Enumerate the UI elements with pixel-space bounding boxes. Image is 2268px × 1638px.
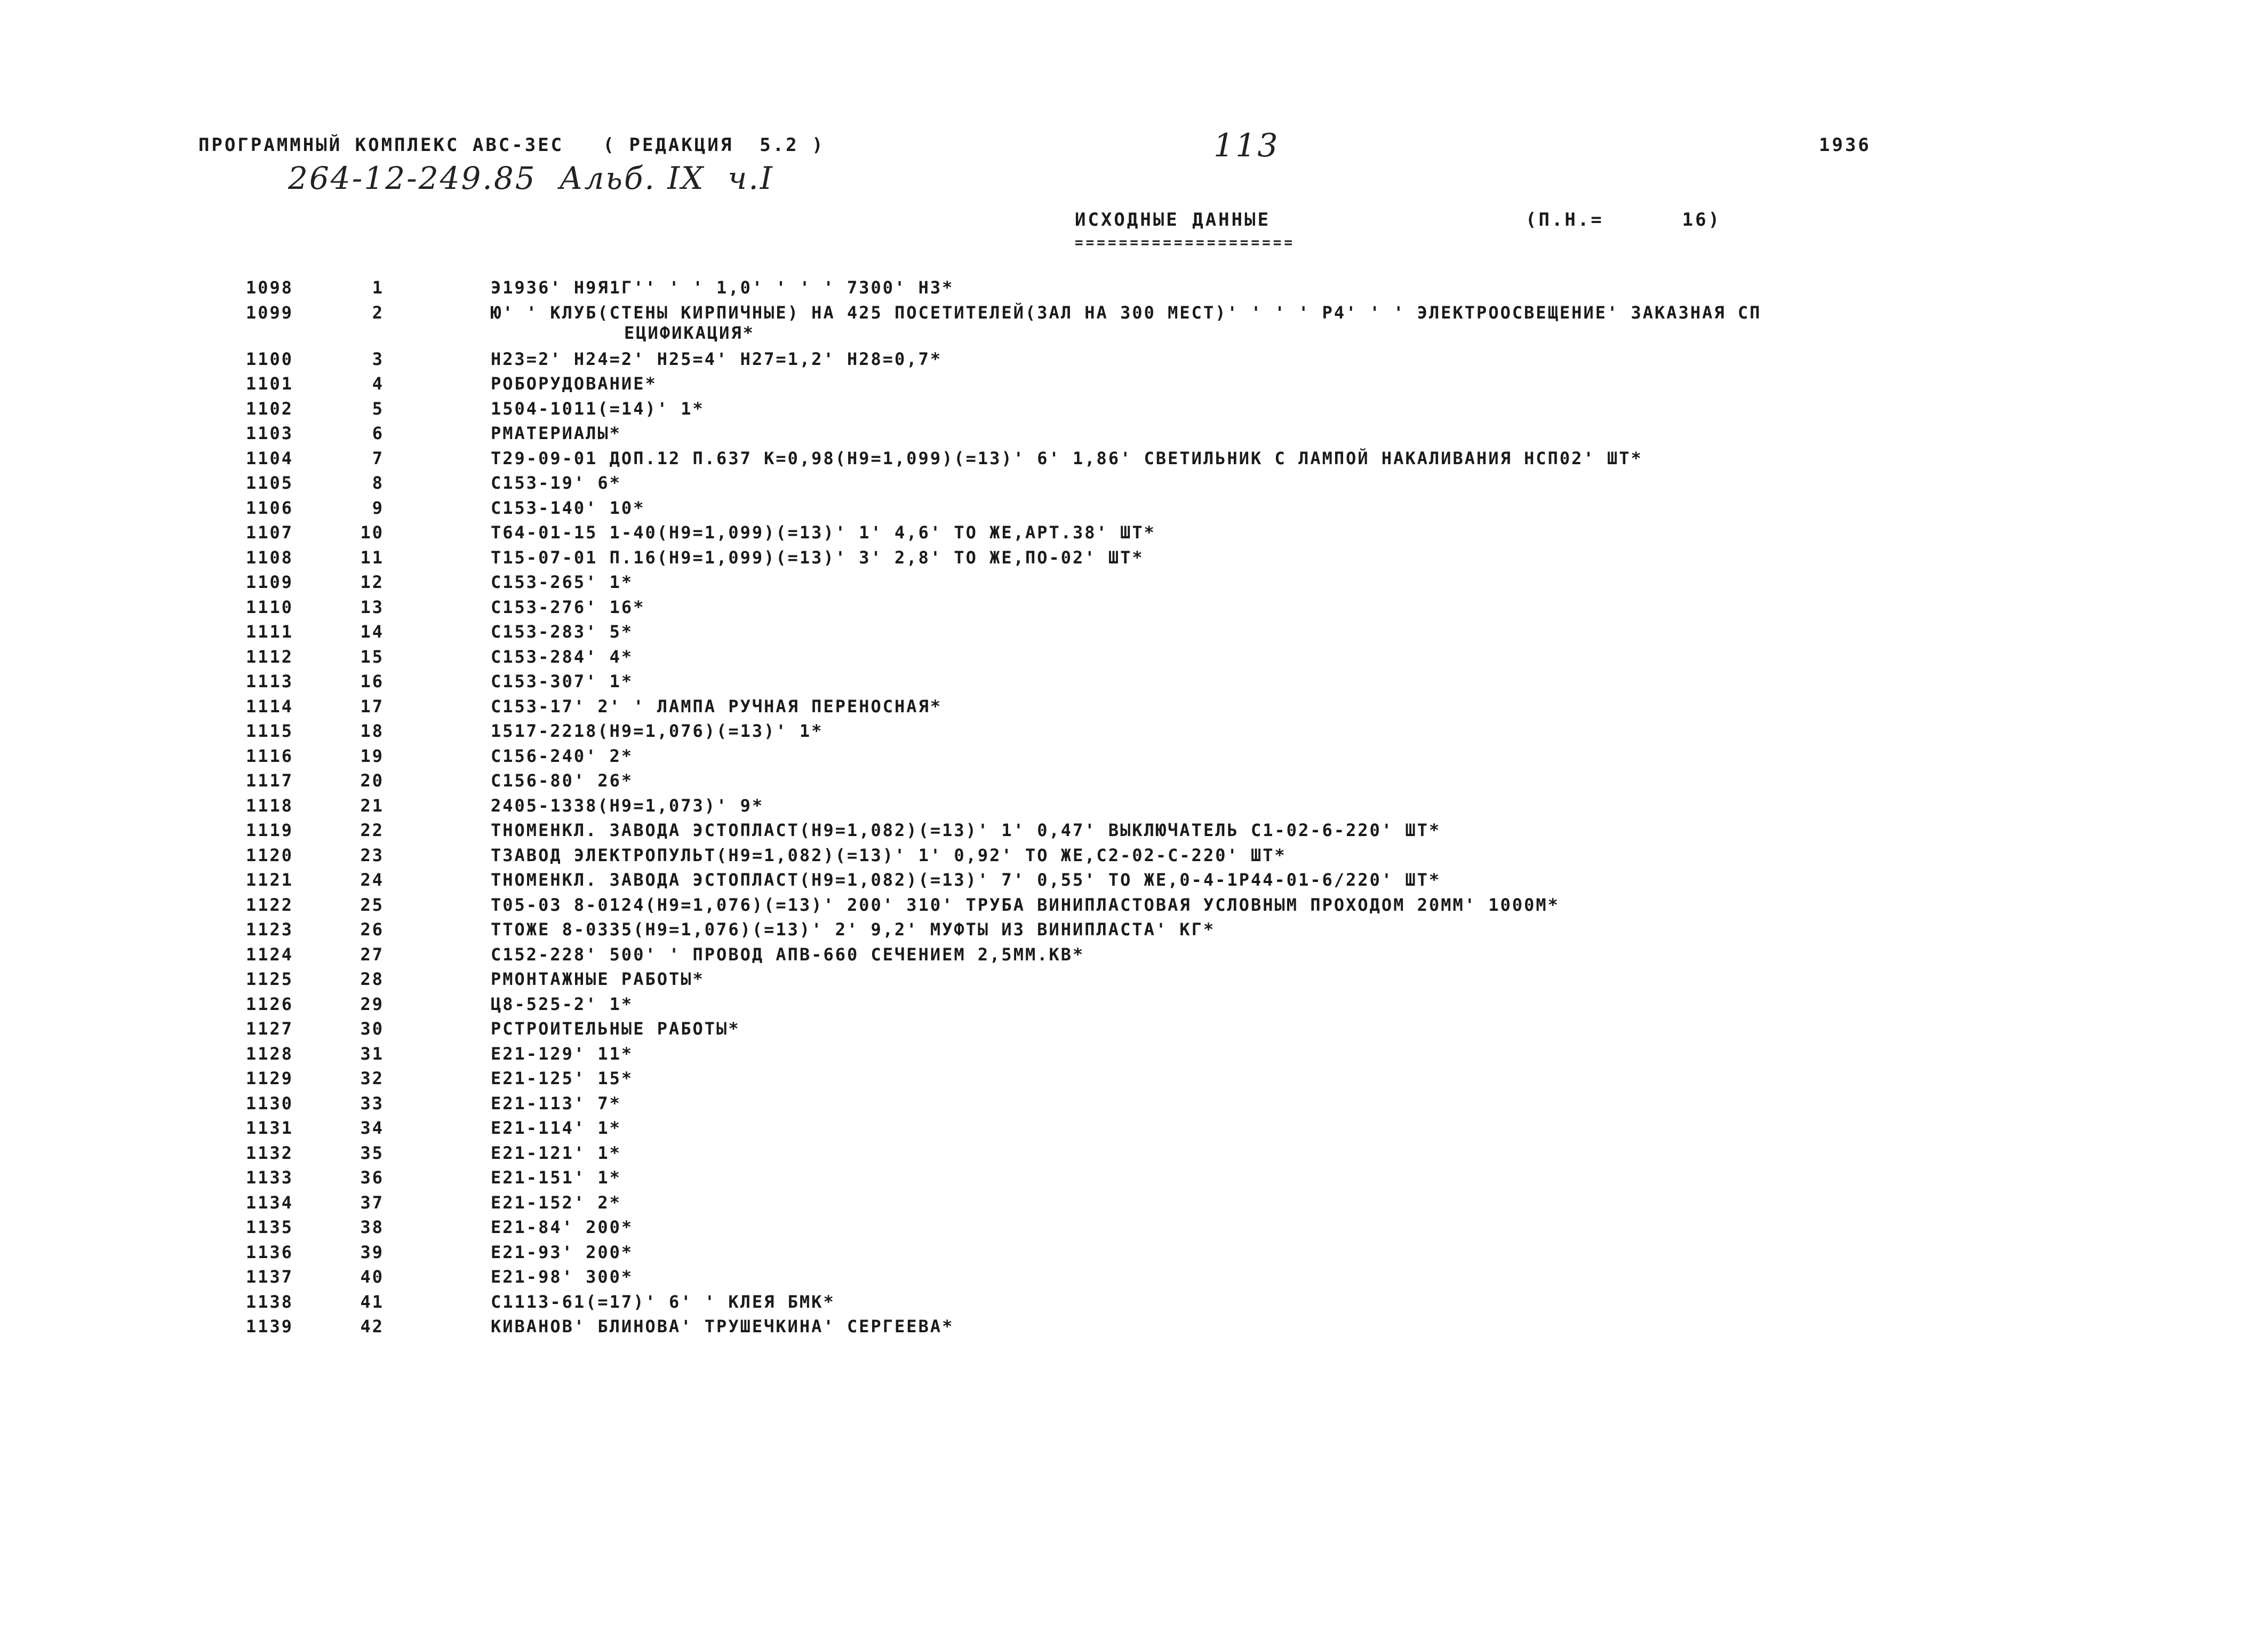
program-header: ПРОГРАММНЫЙ КОМПЛЕКС АВС-ЗЕС ( РЕДАКЦИЯ 5.2 ) [198,134,825,156]
row-line-number: 1105 [245,473,293,493]
document-code: 1936 [1819,134,1871,156]
row-line-number: 1113 [245,671,293,691]
row-line-number: 1126 [245,993,293,1014]
row-record-number: 41 [360,1291,384,1312]
listing-row [0,399,2268,423]
row-line-number: 1138 [245,1291,293,1312]
row-record-number: 8 [372,473,384,493]
listing-row [0,696,2268,721]
row-record-text: Е21-113' 7* [491,1093,621,1114]
listing-row [0,473,2268,497]
listing-row [0,1316,2268,1341]
listing-row [0,1217,2268,1242]
listing-row [0,919,2268,944]
listing-row [0,448,2268,473]
row-record-text: ТТОЖЕ 8-0335(Н9=1,076)(=13)' 2' 9,2' МУФТЫ ИЗ ВИНИПЛАСТА' КГ* [491,919,1216,940]
row-line-number: 1116 [245,745,293,766]
listing-row [0,1167,2268,1192]
row-line-number: 1123 [245,919,293,940]
row-record-number: 12 [360,572,384,592]
listing-row [0,303,2268,327]
row-record-number: 32 [360,1068,384,1088]
listing-row [0,1143,2268,1167]
row-record-text: С153-307' 1* [491,671,634,691]
row-record-number: 7 [372,448,384,468]
listing-row [0,423,2268,448]
row-record-text: С1113-61(=17)' 6' ' КЛЕЯ БМК* [491,1291,835,1312]
row-record-text: 1504-1011(=14)' 1* [491,398,705,419]
row-record-text: КИВАНОВ' БЛИНОВА' ТРУШЕЧКИНА' СЕРГЕЕВА* [491,1316,954,1337]
row-record-text: 1517-2218(Н9=1,076)(=13)' 1* [491,721,824,741]
listing-row [0,1093,2268,1118]
row-record-number: 28 [360,969,384,989]
row-line-number: 1128 [245,1043,293,1064]
row-line-number: 1136 [245,1242,293,1262]
listing-row [0,944,2268,969]
row-record-number: 17 [360,696,384,717]
row-record-number: 11 [360,547,384,568]
row-record-text: С153-140' 10* [491,497,645,518]
row-record-text: Т15-07-01 П.16(Н9=1,099)(=13)' 3' 2,8' ТО ЖЕ,ПО-02' ШТ* [491,547,1144,568]
row-record-text: Н23=2' Н24=2' Н25=4' Н27=1,2' Н28=0,7* [491,348,943,369]
row-line-number: 1103 [245,423,293,443]
row-line-number: 1133 [245,1167,293,1188]
row-line-number: 1120 [245,845,293,865]
row-record-number: 29 [360,993,384,1014]
row-line-number: 1131 [245,1118,293,1138]
row-record-number: 1 [372,277,384,298]
row-line-number: 1111 [245,622,293,642]
listing-row [0,796,2268,820]
row-line-number: 1139 [245,1316,293,1337]
row-record-number: 25 [360,894,384,915]
listing-row [0,746,2268,770]
listing-row [0,622,2268,646]
row-record-text: Е21-84' 200* [491,1217,634,1237]
row-record-text: Т29-09-01 ДОП.12 П.637 К=0,98(Н9=1,099)(=13)' 6' 1,86' СВЕТИЛЬНИК С ЛАМПОЙ НАКАЛИВАНИЯ НСП02' ШТ* [491,448,1643,468]
row-record-number: 34 [360,1118,384,1138]
row-record-text: С153-284' 4* [491,646,634,667]
row-record-number: 19 [360,745,384,766]
row-line-number: 1099 [245,302,293,323]
row-line-number: 1102 [245,398,293,419]
row-record-text: Ю' ' КЛУБ(СТЕНЫ КИРПИЧНЫЕ) НА 425 ПОСЕТИТЕЛЕЙ(ЗАЛ НА 300 МЕСТ)' ' ' ' Р4' ' ' ЭЛЕКТРООСВЕЩЕНИЕ' ЗАКАЗНАЯ СП [491,302,1762,323]
row-record-number: 39 [360,1242,384,1262]
listing-row [0,1267,2268,1291]
row-record-text: Т64-01-15 1-40(Н9=1,099)(=13)' 1' 4,6' ТО ЖЕ,АРТ.38' ШТ* [491,522,1156,543]
listing-row [0,572,2268,597]
section-title: ИСХОДНЫЕ ДАННЫЕ [1075,209,1271,230]
listing-row [0,277,2268,302]
row-record-number: 9 [372,497,384,518]
row-record-number: 31 [360,1043,384,1064]
row-record-number: 20 [360,770,384,791]
row-record-number: 2 [372,302,384,323]
listing-row [0,870,2268,894]
listing-row [0,845,2268,870]
row-line-number: 1104 [245,448,293,468]
row-record-text: РМАТЕРИАЛЫ* [491,423,621,443]
row-record-number: 3 [372,348,384,369]
row-line-number: 1110 [245,597,293,617]
row-record-number: 27 [360,944,384,965]
row-line-number: 1135 [245,1217,293,1237]
listing-row [0,1068,2268,1093]
row-line-number: 1130 [245,1093,293,1114]
row-record-number: 13 [360,597,384,617]
listing-row [0,349,2268,373]
listing-row [0,1044,2268,1068]
row-record-text: ТЗАВОД ЭЛЕКТРОПУЛЬТ(Н9=1,082)(=13)' 1' 0,92' ТО ЖЕ,С2-02-С-220' ШТ* [491,845,1287,865]
row-line-number: 1119 [245,820,293,840]
row-line-number: 1124 [245,944,293,965]
row-record-number: 33 [360,1093,384,1114]
row-record-continuation: ЕЦИФИКАЦИЯ* [624,323,755,343]
listing-row [0,1019,2268,1043]
row-record-text: Е21-129' 11* [491,1043,634,1064]
row-record-text: Е21-125' 15* [491,1068,634,1088]
row-record-number: 26 [360,919,384,940]
row-record-text: Е21-114' 1* [491,1118,621,1138]
row-record-number: 15 [360,646,384,667]
handwritten-reference: 264-12-249.85 Альб. IX ч.I [288,160,774,196]
row-record-number: 18 [360,721,384,741]
row-line-number: 1115 [245,721,293,741]
row-record-text: РСТРОИТЕЛЬНЫЕ РАБОТЫ* [491,1019,740,1039]
row-line-number: 1098 [245,277,293,298]
row-record-text: Е21-152' 2* [491,1192,621,1213]
row-line-number: 1106 [245,497,293,518]
listing-row [0,721,2268,745]
row-line-number: 1118 [245,795,293,816]
row-line-number: 1129 [245,1068,293,1088]
row-line-number: 1121 [245,870,293,890]
listing-row [0,770,2268,795]
row-line-number: 1114 [245,696,293,717]
row-record-text: С153-276' 16* [491,597,645,617]
listing-row [0,498,2268,522]
listing-row [0,1118,2268,1142]
row-line-number: 1109 [245,572,293,592]
row-record-text: С152-228' 500' ' ПРОВОД АПВ-660 СЕЧЕНИЕМ 2,5ММ.КВ* [491,944,1085,965]
row-record-text: Е21-93' 200* [491,1242,634,1262]
row-record-text: С153-19' 6* [491,473,621,493]
listing-row [0,671,2268,696]
row-record-text: РМОНТАЖНЫЕ РАБОТЫ* [491,969,705,989]
row-record-number: 35 [360,1142,384,1163]
row-record-text: ТНОМЕНКЛ. ЗАВОДА ЭСТОПЛАСТ(Н9=1,082)(=13)' 7' 0,55' ТО ЖЕ,0-4-1Р44-01-6/220' ШТ* [491,870,1441,890]
section-parameter: (П.Н.= 16) [1526,209,1722,230]
row-record-number: 4 [372,373,384,394]
row-record-text: Е21-151' 1* [491,1167,621,1188]
row-record-number: 38 [360,1217,384,1237]
row-record-number: 14 [360,622,384,642]
listing-row [0,597,2268,622]
row-line-number: 1137 [245,1267,293,1287]
row-record-text: С153-283' 5* [491,622,634,642]
row-record-number: 22 [360,820,384,840]
row-record-number: 30 [360,1019,384,1039]
row-record-number: 6 [372,423,384,443]
listing-row [0,373,2268,398]
row-line-number: 1101 [245,373,293,394]
listing-row [0,994,2268,1019]
row-record-text: ТНОМЕНКЛ. ЗАВОДА ЭСТОПЛАСТ(Н9=1,082)(=13)' 1' 0,47' ВЫКЛЮЧАТЕЛЬ С1-02-6-220' ШТ* [491,820,1441,840]
row-line-number: 1108 [245,547,293,568]
row-record-text: Э1936' Н9Я1Г'' ' ' 1,0' ' ' ' 7300' НЗ* [491,277,954,298]
row-record-number: 37 [360,1192,384,1213]
listing-row [0,820,2268,845]
row-record-number: 5 [372,398,384,419]
listing-row [0,1242,2268,1267]
row-line-number: 1132 [245,1142,293,1163]
row-record-text: С153-17' 2' ' ЛАМПА РУЧНАЯ ПЕРЕНОСНАЯ* [491,696,943,717]
row-record-number: 40 [360,1267,384,1287]
listing-row [0,969,2268,993]
row-record-text: Е21-121' 1* [491,1142,621,1163]
row-record-text: С153-265' 1* [491,572,634,592]
row-record-text: Ц8-525-2' 1* [491,993,634,1014]
listing-row [0,522,2268,547]
listing-row [0,895,2268,919]
row-line-number: 1117 [245,770,293,791]
listing-row [0,547,2268,572]
row-record-number: 36 [360,1167,384,1188]
row-record-text: 2405-1338(Н9=1,073)' 9* [491,795,764,816]
row-record-text: Т05-03 8-0124(Н9=1,076)(=13)' 200' 310' ТРУБА ВИНИПЛАСТОВАЯ УСЛОВНЫМ ПРОХОДОМ 20ММ' 1000М* [491,894,1560,915]
row-record-text: С156-80' 26* [491,770,634,791]
row-line-number: 1107 [245,522,293,543]
row-record-number: 23 [360,845,384,865]
section-title-underline: ==================== [1075,235,1296,251]
row-record-text: Е21-98' 300* [491,1267,634,1287]
row-record-number: 16 [360,671,384,691]
row-line-number: 1100 [245,348,293,369]
handwritten-page-mark: 113 [1213,127,1280,164]
row-record-number: 42 [360,1316,384,1337]
row-line-number: 1112 [245,646,293,667]
listing-row [0,1292,2268,1316]
row-line-number: 1125 [245,969,293,989]
listing-row [0,647,2268,671]
row-record-number: 10 [360,522,384,543]
row-record-number: 21 [360,795,384,816]
row-line-number: 1127 [245,1019,293,1039]
row-record-text: С156-240' 2* [491,745,634,766]
listing-row [0,1192,2268,1217]
row-line-number: 1134 [245,1192,293,1213]
row-record-number: 24 [360,870,384,890]
row-record-text: РОБОРУДОВАНИЕ* [491,373,657,394]
row-line-number: 1122 [245,894,293,915]
